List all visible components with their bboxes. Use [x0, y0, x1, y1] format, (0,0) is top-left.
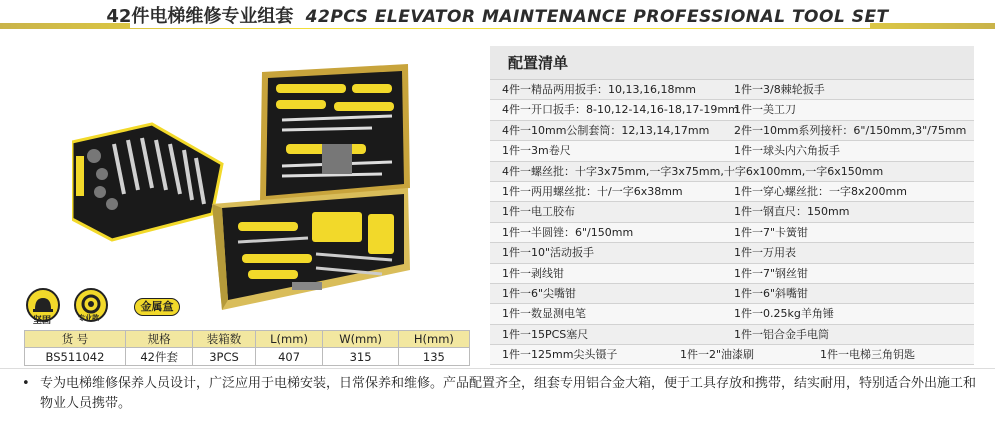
list-item-cell: 1件一15PCS塞尺 — [502, 327, 589, 341]
list-item-cell: 1件一铝合金手电筒 — [734, 327, 829, 341]
list-item-cell: 1件一剥线钳 — [502, 266, 564, 280]
config-rows — [490, 80, 974, 365]
title-chinese: 42件电梯维修专业组套 — [106, 6, 294, 27]
feature-badges — [26, 288, 186, 328]
list-item-cell: 1件一6"尖嘴钳 — [502, 286, 577, 300]
list-item-cell: 4件一10mm公制套筒：12,13,14,17mm — [502, 123, 710, 137]
description-text: 专为电梯维修保养人员设计，广泛应用于电梯安装，日常保养和维修。产品配置齐全，组套专用铝合金大箱，便于工具存放和携带，结实耐用，特别适合外出施工和物业人员携带。 — [40, 376, 977, 411]
product-photo — [72, 44, 422, 310]
list-item-cell: 1件一125mm尖头镊子 — [502, 348, 618, 362]
header-cell: 装箱数 — [193, 331, 255, 348]
product-description — [22, 374, 982, 414]
tool-roll-image — [72, 124, 222, 240]
case-base-image — [212, 188, 410, 310]
header-cell: 规格 — [125, 331, 192, 348]
list-item — [490, 243, 974, 263]
list-item — [490, 202, 974, 222]
list-item-cell: 2件一10mm系列接杆：6"/150mm,3"/75mm — [734, 123, 967, 137]
list-item-cell: 4件一开口扳手：8-10,12-14,16-18,17-19mm — [502, 103, 739, 117]
page-title — [0, 2, 995, 28]
bullet-icon: • — [22, 376, 30, 391]
solid-badge-label: 坚固 — [33, 316, 52, 326]
model-number-cell: BS511042 — [25, 348, 126, 366]
list-item-cell: 1件一6"斜嘴钳 — [734, 286, 809, 300]
list-item-cell: 1件一两用螺丝批：十/一字6x38mm — [502, 184, 683, 198]
list-item-cell: 1件一10"活动扳手 — [502, 246, 595, 260]
case-lid-image — [260, 64, 410, 202]
metal-case-tag: 金属盒 — [134, 298, 180, 316]
list-item-cell: 1件一球头内六角扳手 — [734, 144, 840, 158]
list-item — [490, 80, 974, 100]
tool-set-illustration — [72, 44, 422, 310]
list-item — [490, 141, 974, 161]
list-item-cell: 1件一万用表 — [734, 246, 796, 260]
list-item-cell: 1件一7"卡簧钳 — [734, 225, 809, 239]
list-item — [490, 182, 974, 202]
spec-table-header — [25, 331, 470, 348]
list-item-cell: 1件一穿心螺丝批：一字8x200mm — [734, 184, 907, 198]
list-item-cell: 1件一7"钢丝钳 — [734, 266, 809, 280]
list-item-cell: 1件一电梯三角钥匙 — [820, 348, 915, 362]
list-item-cell: 4件一螺丝批：十字3x75mm,一字3x75mm,十字6x100mm,一字6x150mm — [502, 164, 884, 178]
list-item — [490, 100, 974, 120]
header-cell: W(mm) — [323, 331, 398, 348]
config-list — [490, 46, 974, 366]
title-english: 42PCS ELEVATOR MAINTENANCE PROFESSIONAL TOOL SET — [305, 7, 889, 27]
pro-badge-label: 专业款 — [78, 314, 99, 322]
list-item-cell: 4件一精品两用扳手：10,13,16,18mm — [502, 83, 696, 96]
list-item — [490, 345, 974, 365]
list-item — [490, 304, 974, 324]
table-row — [25, 348, 470, 366]
list-item — [490, 325, 974, 345]
list-item-cell: 1件一美工刀 — [734, 103, 796, 117]
list-item — [490, 284, 974, 304]
list-item — [490, 121, 974, 141]
height-cell: 135 — [398, 348, 469, 366]
package-qty-cell: 3PCS — [193, 348, 255, 366]
list-item — [490, 223, 974, 243]
list-item-cell: 1件一3/8棘轮扳手 — [734, 83, 825, 96]
list-item-cell: 1件一0.25kg羊角锤 — [734, 307, 834, 321]
header-cell: 货 号 — [25, 331, 126, 348]
list-item-cell: 1件一电工胶布 — [502, 205, 575, 219]
config-title: 配置清单 — [490, 46, 974, 80]
list-item-cell: 1件一3m卷尺 — [502, 144, 571, 158]
list-item-cell: 1件一数显测电笔 — [502, 307, 586, 321]
header-cell: H(mm) — [398, 331, 469, 348]
list-item-cell: 1件一半圆锉：6"/150mm — [502, 225, 634, 239]
divider — [0, 368, 995, 369]
spec-cell: 42件套 — [125, 348, 192, 366]
list-item-cell: 1件一钢直尺：150mm — [734, 205, 850, 219]
width-cell: 315 — [323, 348, 398, 366]
spec-table — [24, 330, 470, 366]
page-header — [0, 0, 995, 34]
list-item-cell: 1件一2"油漆刷 — [680, 348, 755, 362]
list-item — [490, 264, 974, 284]
length-cell: 407 — [255, 348, 323, 366]
header-cell: L(mm) — [255, 331, 323, 348]
list-item — [490, 162, 974, 182]
